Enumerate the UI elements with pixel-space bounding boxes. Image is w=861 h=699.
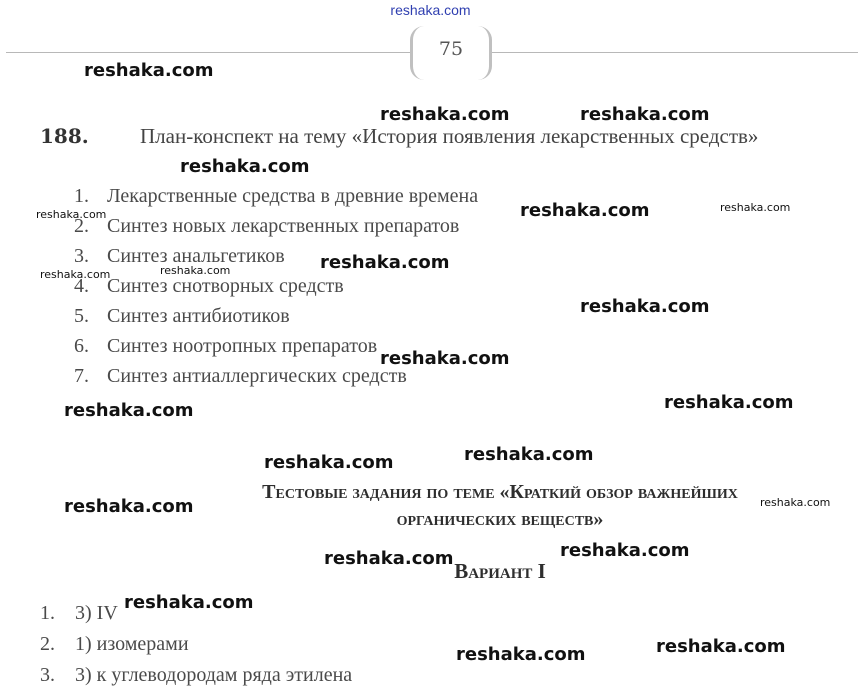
outline-item-text: Лекарственные средства в древние времена: [107, 185, 479, 207]
variant-heading: Вариант I: [454, 559, 546, 583]
watermark: reshaka.com: [560, 540, 690, 561]
watermark: reshaka.com: [656, 636, 786, 657]
site-header-link[interactable]: reshaka.com: [390, 2, 471, 18]
watermark: reshaka.com: [760, 496, 831, 509]
answer-number: 1.: [40, 602, 55, 624]
outline-item-number: 1.: [74, 185, 89, 207]
watermark: reshaka.com: [264, 452, 394, 473]
outline-item-number: 6.: [74, 335, 89, 357]
watermark: reshaka.com: [160, 264, 231, 277]
watermark: reshaka.com: [380, 348, 510, 369]
watermark: reshaka.com: [580, 296, 710, 317]
answer-text: 1) изомерами: [75, 633, 189, 655]
watermark: reshaka.com: [664, 392, 794, 413]
outline-item-text: Синтез ноотропных препаратов: [107, 335, 378, 357]
task-title: План-конспект на тему «История появления лекарственных средств»: [140, 124, 759, 148]
watermark: reshaka.com: [464, 444, 594, 465]
outline-item-text: Синтез снотворных средств: [107, 275, 344, 297]
answer-text: 3) IV: [75, 602, 118, 624]
watermark: reshaka.com: [456, 644, 586, 665]
outline-item-number: 2.: [74, 215, 89, 237]
section-heading-line-2: органических веществ»: [396, 508, 604, 530]
outline-item: [74, 211, 478, 241]
watermark: reshaka.com: [36, 208, 107, 221]
watermark: reshaka.com: [380, 104, 510, 125]
outline-item: [74, 271, 478, 301]
outline-item: [74, 301, 478, 331]
watermark: reshaka.com: [64, 400, 194, 421]
outline-item-number: 7.: [74, 365, 89, 387]
answer-number: 3.: [40, 664, 55, 686]
watermark: reshaka.com: [320, 252, 450, 273]
page-number: 75: [438, 38, 464, 60]
answer-text: 3) к углеводородам ряда этилена: [75, 664, 353, 686]
outline-item-text: Синтез антиаллергических средств: [107, 365, 407, 387]
watermark: reshaka.com: [520, 200, 650, 221]
answer-item: [40, 660, 352, 691]
watermark: reshaka.com: [64, 496, 194, 517]
outline-item: [74, 181, 478, 211]
watermark: reshaka.com: [40, 268, 111, 281]
outline-item-text: Синтез новых лекарственных препаратов: [107, 215, 460, 237]
outline-item-number: 4.: [74, 275, 89, 297]
watermark: reshaka.com: [180, 156, 310, 177]
answer-item: [40, 629, 352, 660]
watermark: reshaka.com: [720, 201, 791, 214]
outline-item-number: 5.: [74, 305, 89, 327]
task-number: 188.: [40, 124, 89, 148]
header-rule-left: [6, 52, 410, 53]
header-rule-right: [492, 52, 858, 53]
answer-number: 2.: [40, 633, 55, 655]
watermark: reshaka.com: [84, 60, 214, 81]
section-heading: [120, 479, 861, 533]
outline-item-text: Синтез анальгетиков: [107, 245, 285, 267]
watermark: reshaka.com: [580, 104, 710, 125]
watermark: reshaka.com: [324, 548, 454, 569]
section-heading-line-1: Тестовые задания по теме «Краткий обзор важнейших: [262, 481, 738, 503]
outline-item-text: Синтез антибиотиков: [107, 305, 290, 327]
outline-item-number: 3.: [74, 245, 89, 267]
watermark: reshaka.com: [124, 592, 254, 613]
